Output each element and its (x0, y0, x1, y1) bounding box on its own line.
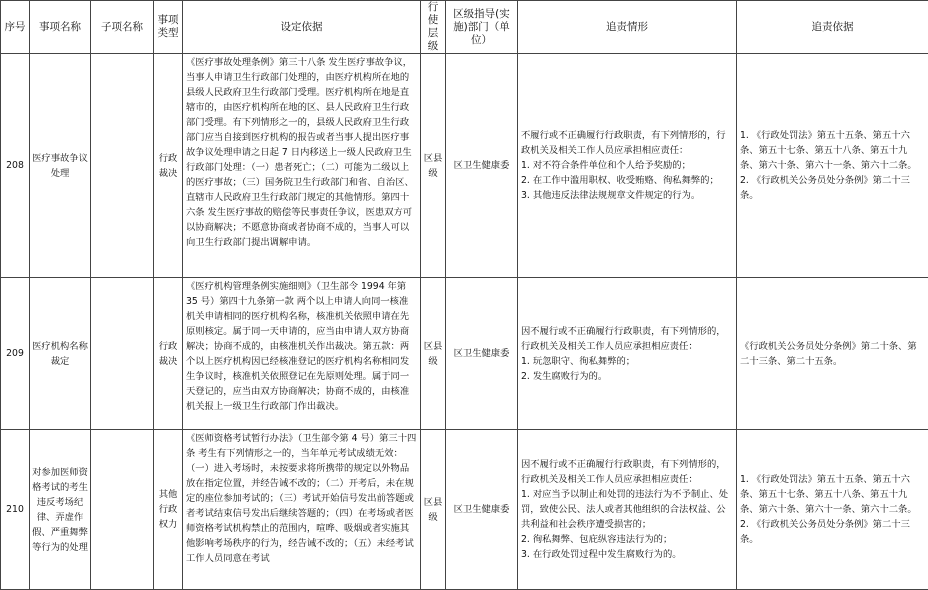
row-seq: 208 (1, 54, 30, 278)
situation-line: 1. 对不符合条件单位和个人给予奖励的； (521, 158, 733, 173)
row-basis-cell (183, 430, 421, 590)
situation-line: 不履行或不正确履行行政职责，有下列情形的，行政机关及相关工作人员应承担相应责任： (521, 128, 733, 158)
row-subitem (91, 430, 154, 590)
header-item: 事项名称 (30, 1, 91, 54)
accountability-line: 1. 《行政处罚法》第五十五条、第五十六条、第五十七条、第五十八条、第五十九条、第六十条、第六十一条、第六十二条。 (740, 128, 925, 173)
header-row (1, 1, 928, 54)
row-subitem (91, 54, 154, 278)
table-row-209 (1, 278, 928, 430)
row-dept: 区卫生健康委 (446, 430, 518, 590)
row-dept: 区卫生健康委 (446, 278, 518, 430)
situation-line: 2. 徇私舞弊、包庇纵容违法行为的； (521, 532, 733, 547)
situation-line: 1. 玩忽职守、徇私舞弊的； (521, 354, 733, 369)
row-level: 区县级 (421, 278, 446, 430)
row-situations (518, 278, 737, 430)
row-type: 其他行政权力 (154, 430, 183, 590)
row-basis: 《医师资格考试暂行办法》（卫生部令第 4 号）第三十四条 考生有下列情形之一的，当年单元考试成绩无效：（一）进入考场时，未按要求将所携带的规定以外物品放在指定位置，并经告诫不改的；（二）开考后，未在规定的座位参加考试的；（三）考试开始信号发出前答题或者考试结束信号发出后继续答题的；（四）在考场或者医师资格考试机构禁止的范围内，喧哗、吸烟或者实施其他影响考场秩序的行为，经告诫不改的；（五）未经考试工作人员同意在考试 (186, 431, 417, 581)
row-accountability (737, 430, 928, 590)
row-basis: 《医疗事故处理条例》第三十八条 发生医疗事故争议，当事人申请卫生行政部门处理的，由医疗机构所在地的县级人民政府卫生行政部门受理。医疗机构所在地是直辖市的，由医疗机构所在地的区、县人民政府卫生行政部门受理。有下列情形之一的，县级人民政府卫生行政部门应当自接到医疗机构的报告或者当事人提出医疗事故争议处理申请之日起 7 日内移送上一级人民政府卫生行政部门处理：（一）患者死亡；（二）可能为二级以上的医疗事故；（三）国务院卫生行政部门和省、自治区、直辖市人民政府卫生行政部门规定的其他情形。第四十六条 发生医疗事故的赔偿等民事责任争议，医患双方可以协商解决；不愿意协商或者协商不成的，当事人可以向卫生行政部门提出调解申请。 (183, 54, 421, 278)
row-level: 区县级 (421, 54, 446, 278)
situation-line: 2. 发生腐败行为的。 (521, 369, 733, 384)
situation-line: 因不履行或不正确履行行政职责，有下列情形的，行政机关及相关工作人员应承担相应责任： (521, 457, 733, 487)
row-basis: 《医疗机构管理条例实施细则》（卫生部令 1994 年第 35 号）第四十九条第一款 两个以上申请人向同一核准机关申请相同的医疗机构名称，核准机关依照申请在先原则核定。属于同一天申请的，应当由申请人双方协商解决；协商不成的，由核准机关作出裁决。第五款：两个以上医疗机构因已经核准登记的医疗机构名称相同发生争议时，核准机关依照登记在先原则处理。属于同一天登记的，应当由双方协商解决；协商不成的，由核准机关报上一级卫生行政部门作出裁决。 (183, 278, 421, 430)
row-situations (518, 54, 737, 278)
accountability-line: 2. 《行政机关公务员处分条例》第二十三条。 (740, 173, 925, 203)
table-row-208 (1, 54, 928, 278)
row-dept: 区卫生健康委 (446, 54, 518, 278)
situation-line: 2. 在工作中滥用职权、收受贿赂、徇私舞弊的； (521, 173, 733, 188)
row-item: 医疗事故争议处理 (30, 54, 91, 278)
row-situations (518, 430, 737, 590)
situation-line: 3. 在行政处罚过程中发生腐败行为的。 (521, 547, 733, 562)
accountability-line: 《行政机关公务员处分条例》第二十条、第二十三条、第二十五条。 (740, 339, 925, 369)
accountability-line: 1. 《行政处罚法》第五十五条、第五十六条、第五十七条、第五十八条、第五十九条、第六十条、第六十一条、第六十二条。 (740, 472, 925, 517)
table-row-210 (1, 430, 928, 590)
header-situations: 追责情形 (518, 1, 737, 54)
row-item: 医疗机构名称裁定 (30, 278, 91, 430)
row-accountability (737, 278, 928, 430)
situation-line: 1. 对应当予以制止和处罚的违法行为不予制止、处罚，致使公民、法人或者其他组织的合法权益、公共利益和社会秩序遭受损害的； (521, 487, 733, 532)
row-seq: 210 (1, 430, 30, 590)
situation-line: 3. 其他违反法律法规规章文件规定的行为。 (521, 188, 733, 203)
header-basis: 设定依据 (183, 1, 421, 54)
row-seq: 209 (1, 278, 30, 430)
situation-line: 因不履行或不正确履行行政职责，有下列情形的，行政机关及相关工作人员应承担相应责任： (521, 324, 733, 354)
header-subitem: 子项名称 (91, 1, 154, 54)
row-level: 区县级 (421, 430, 446, 590)
row-item: 对参加医师资格考试的考生违反考场纪律、弄虚作假、严重舞弊等行为的处理 (30, 430, 91, 590)
header-dept: 区级指导(实施)部门（单位） (446, 1, 518, 54)
row-accountability (737, 54, 928, 278)
header-accountability: 追责依据 (737, 1, 928, 54)
header-type: 事项类型 (154, 1, 183, 54)
header-seq: 序号 (1, 1, 30, 54)
header-level: 行使层级 (421, 1, 446, 54)
accountability-line: 2. 《行政机关公务员处分条例》第二十三条。 (740, 517, 925, 547)
row-subitem (91, 278, 154, 430)
row-type: 行政裁决 (154, 54, 183, 278)
row-type: 行政裁决 (154, 278, 183, 430)
